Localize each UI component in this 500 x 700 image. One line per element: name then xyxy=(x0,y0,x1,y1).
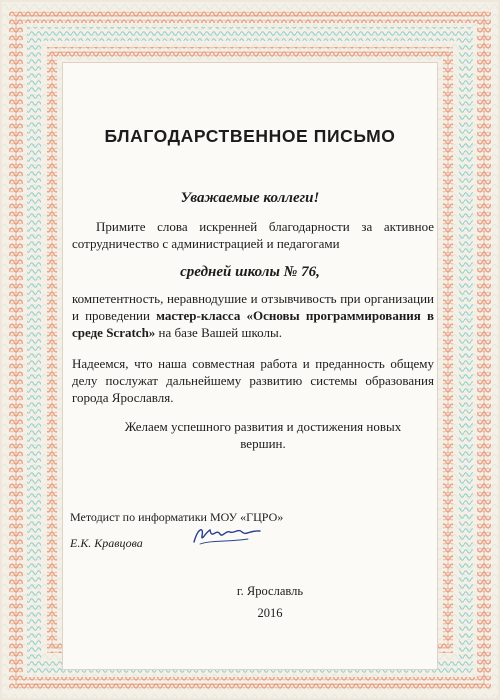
letter-title: БЛАГОДАРСТВЕННОЕ ПИСЬМО xyxy=(104,126,396,146)
paragraph-wishes: Желаем успешного развития и достижения новых вершин. xyxy=(124,419,402,451)
paragraph-masterclass-start: компетентность, неравнодушие и отзывчивость при организации и проведении xyxy=(72,291,434,323)
year: 2016 xyxy=(257,606,283,620)
paragraph-gratitude xyxy=(72,218,434,252)
paragraph-hope: Надеемся, что наша совместная работа и преданность общему делу послужат дальнейшему развитию системы образования города Ярославля. xyxy=(72,356,434,405)
signer-name: Е.К. Кравцова xyxy=(70,536,143,550)
handwritten-signature xyxy=(190,522,264,550)
paragraph-masterclass xyxy=(72,290,434,341)
city: г. Ярославль xyxy=(236,584,304,598)
school-name: средней школы № 76, xyxy=(180,264,320,280)
paragraph-gratitude-text: Примите слова искренней благодарности за активное сотрудничество с администрацией и педагогами xyxy=(72,219,434,251)
paragraph-masterclass-end: на базе Вашей школы. xyxy=(155,325,282,340)
masterclass-title: мастер-класса «Основы программирования в среде Scratch» xyxy=(72,308,434,340)
greeting: Уважаемые коллеги! xyxy=(180,190,320,206)
signer-title: Методист по информатики МОУ «ГЦРО» xyxy=(70,510,284,524)
